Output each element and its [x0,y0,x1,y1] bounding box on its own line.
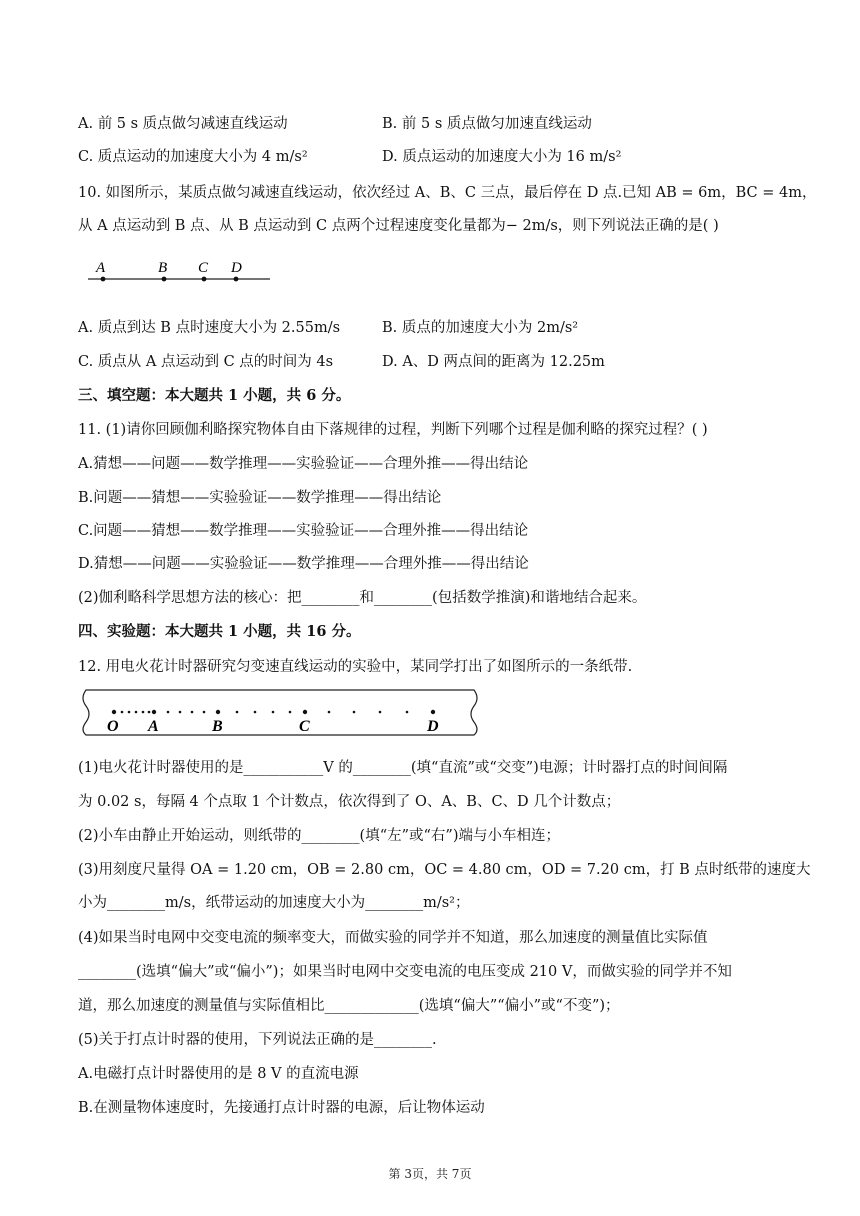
q9-option-a: A. 前 5 s 质点做匀减速直线运动 [78,116,288,132]
section-3-heading: 三、填空题：本大题共 1 小题，共 6 分。 [78,387,351,404]
page-footer: 第 3页，共 7页 [388,1167,472,1181]
q12-part1-line1: (1)电火花计时器使用的是___________V 的________(填“直流”或“交变”)电源；计时器打点的时间间隔 [78,760,728,776]
q9-option-c: C. 质点运动的加速度大小为 4 m/s² [78,149,308,165]
q12-paper-tape-figure [78,686,482,738]
q12-part5: (5)关于打点计时器的使用，下列说法正确的是________. [78,1032,437,1048]
q12-tape-label-d: D [427,718,439,735]
q10-figure-label-c: C [198,260,209,276]
q12-part4-line1: (4)如果当时电网中交变电流的频率变大，而做实验的同学并不知道，那么加速度的测量值比实际值 [78,930,708,946]
section-4-heading: 四、实验题：本大题共 1 小题，共 16 分。 [78,623,361,640]
q12-part2: (2)小车由静止开始运动，则纸带的________(填“左”或“右”)端与小车相连； [78,828,561,844]
q11-option-b: B.问题——猜想——实验验证——数学推理——得出结论 [78,490,442,506]
q11-stem: 11. (1)请你回顾伽利略探究物体自由下落规律的过程，判断下列哪个过程是伽利略的探究过程？( ) [78,422,708,438]
q10-figure-label-d: D [231,260,242,276]
q10-option-c: C. 质点从 A 点运动到 C 点的时间为 4s [78,354,334,370]
q12-option-b: B.在测量物体速度时，先接通打点计时器的电源，后让物体运动 [78,1100,485,1116]
q12-stem: 12. 用电火花计时器研究匀变速直线运动的实验中，某同学打出了如图所示的一条纸带. [78,659,633,675]
q10-option-d: D. A、D 两点间的距离为 12.25m [382,354,605,370]
q11-option-a: A.猜想——问题——数学推理——实验验证——合理外推——得出结论 [78,456,529,472]
q9-option-d: D. 质点运动的加速度大小为 16 m/s² [382,149,622,165]
q10-position-figure [86,254,276,290]
q12-tape-label-a: A [148,718,159,735]
q12-part4-line3: 道，那么加速度的测量值与实际值相比_____________(选填“偏大”“偏小”或“不变”)； [78,998,620,1014]
q12-tape-label-c: C [299,718,310,735]
q10-figure-label-b: B [158,260,168,276]
q12-part3-line1: (3)用刻度尺量得 OA = 1.20 cm，OB = 2.80 cm，OC = 4.80 cm，OD = 7.20 cm，打 B 点时纸带的速度大 [78,862,811,878]
q12-part1-line2: 为 0.02 s，每隔 4 个点取 1 个计数点，依次得到了 O、A、B、C、D 几个计数点； [78,794,621,810]
q10-stem-line2: 从 A 点运动到 B 点、从 B 点运动到 C 点两个过程速度变化量都为− 2m/s，则下列说法正确的是( ) [78,218,719,234]
q11-part2: (2)伽利略科学思想方法的核心：把________和________(包括数学推演)和谐地结合起来。 [78,590,647,606]
q12-tape-label-b: B [212,718,223,735]
q12-part3-line2: 小为________m/s，纸带运动的加速度大小为________m/s²； [78,895,470,911]
q10-option-a: A. 质点到达 B 点时速度大小为 2.55m/s [78,320,341,336]
q9-option-b: B. 前 5 s 质点做匀加速直线运动 [382,116,592,132]
q10-stem-line1: 10. 如图所示，某质点做匀减速直线运动，依次经过 A、B、C 三点，最后停在 D 点.已知 AB = 6m，BC = 4m， [78,185,817,201]
q12-tape-label-o: O [107,718,119,735]
q12-option-a: A.电磁打点计时器使用的是 8 V 的直流电源 [78,1066,359,1082]
q10-figure-label-a: A [96,260,106,276]
q11-option-c: C.问题——猜想——数学推理——实验验证——合理外推——得出结论 [78,523,529,539]
q11-option-d: D.猜想——问题——实验验证——数学推理——合理外推——得出结论 [78,556,529,572]
q10-option-b: B. 质点的加速度大小为 2m/s² [382,320,579,336]
q12-part4-line2: ________(选填“偏大”或“偏小”)；如果当时电网中交变电流的电压变成 210 V，而做实验的同学并不知 [78,964,732,980]
